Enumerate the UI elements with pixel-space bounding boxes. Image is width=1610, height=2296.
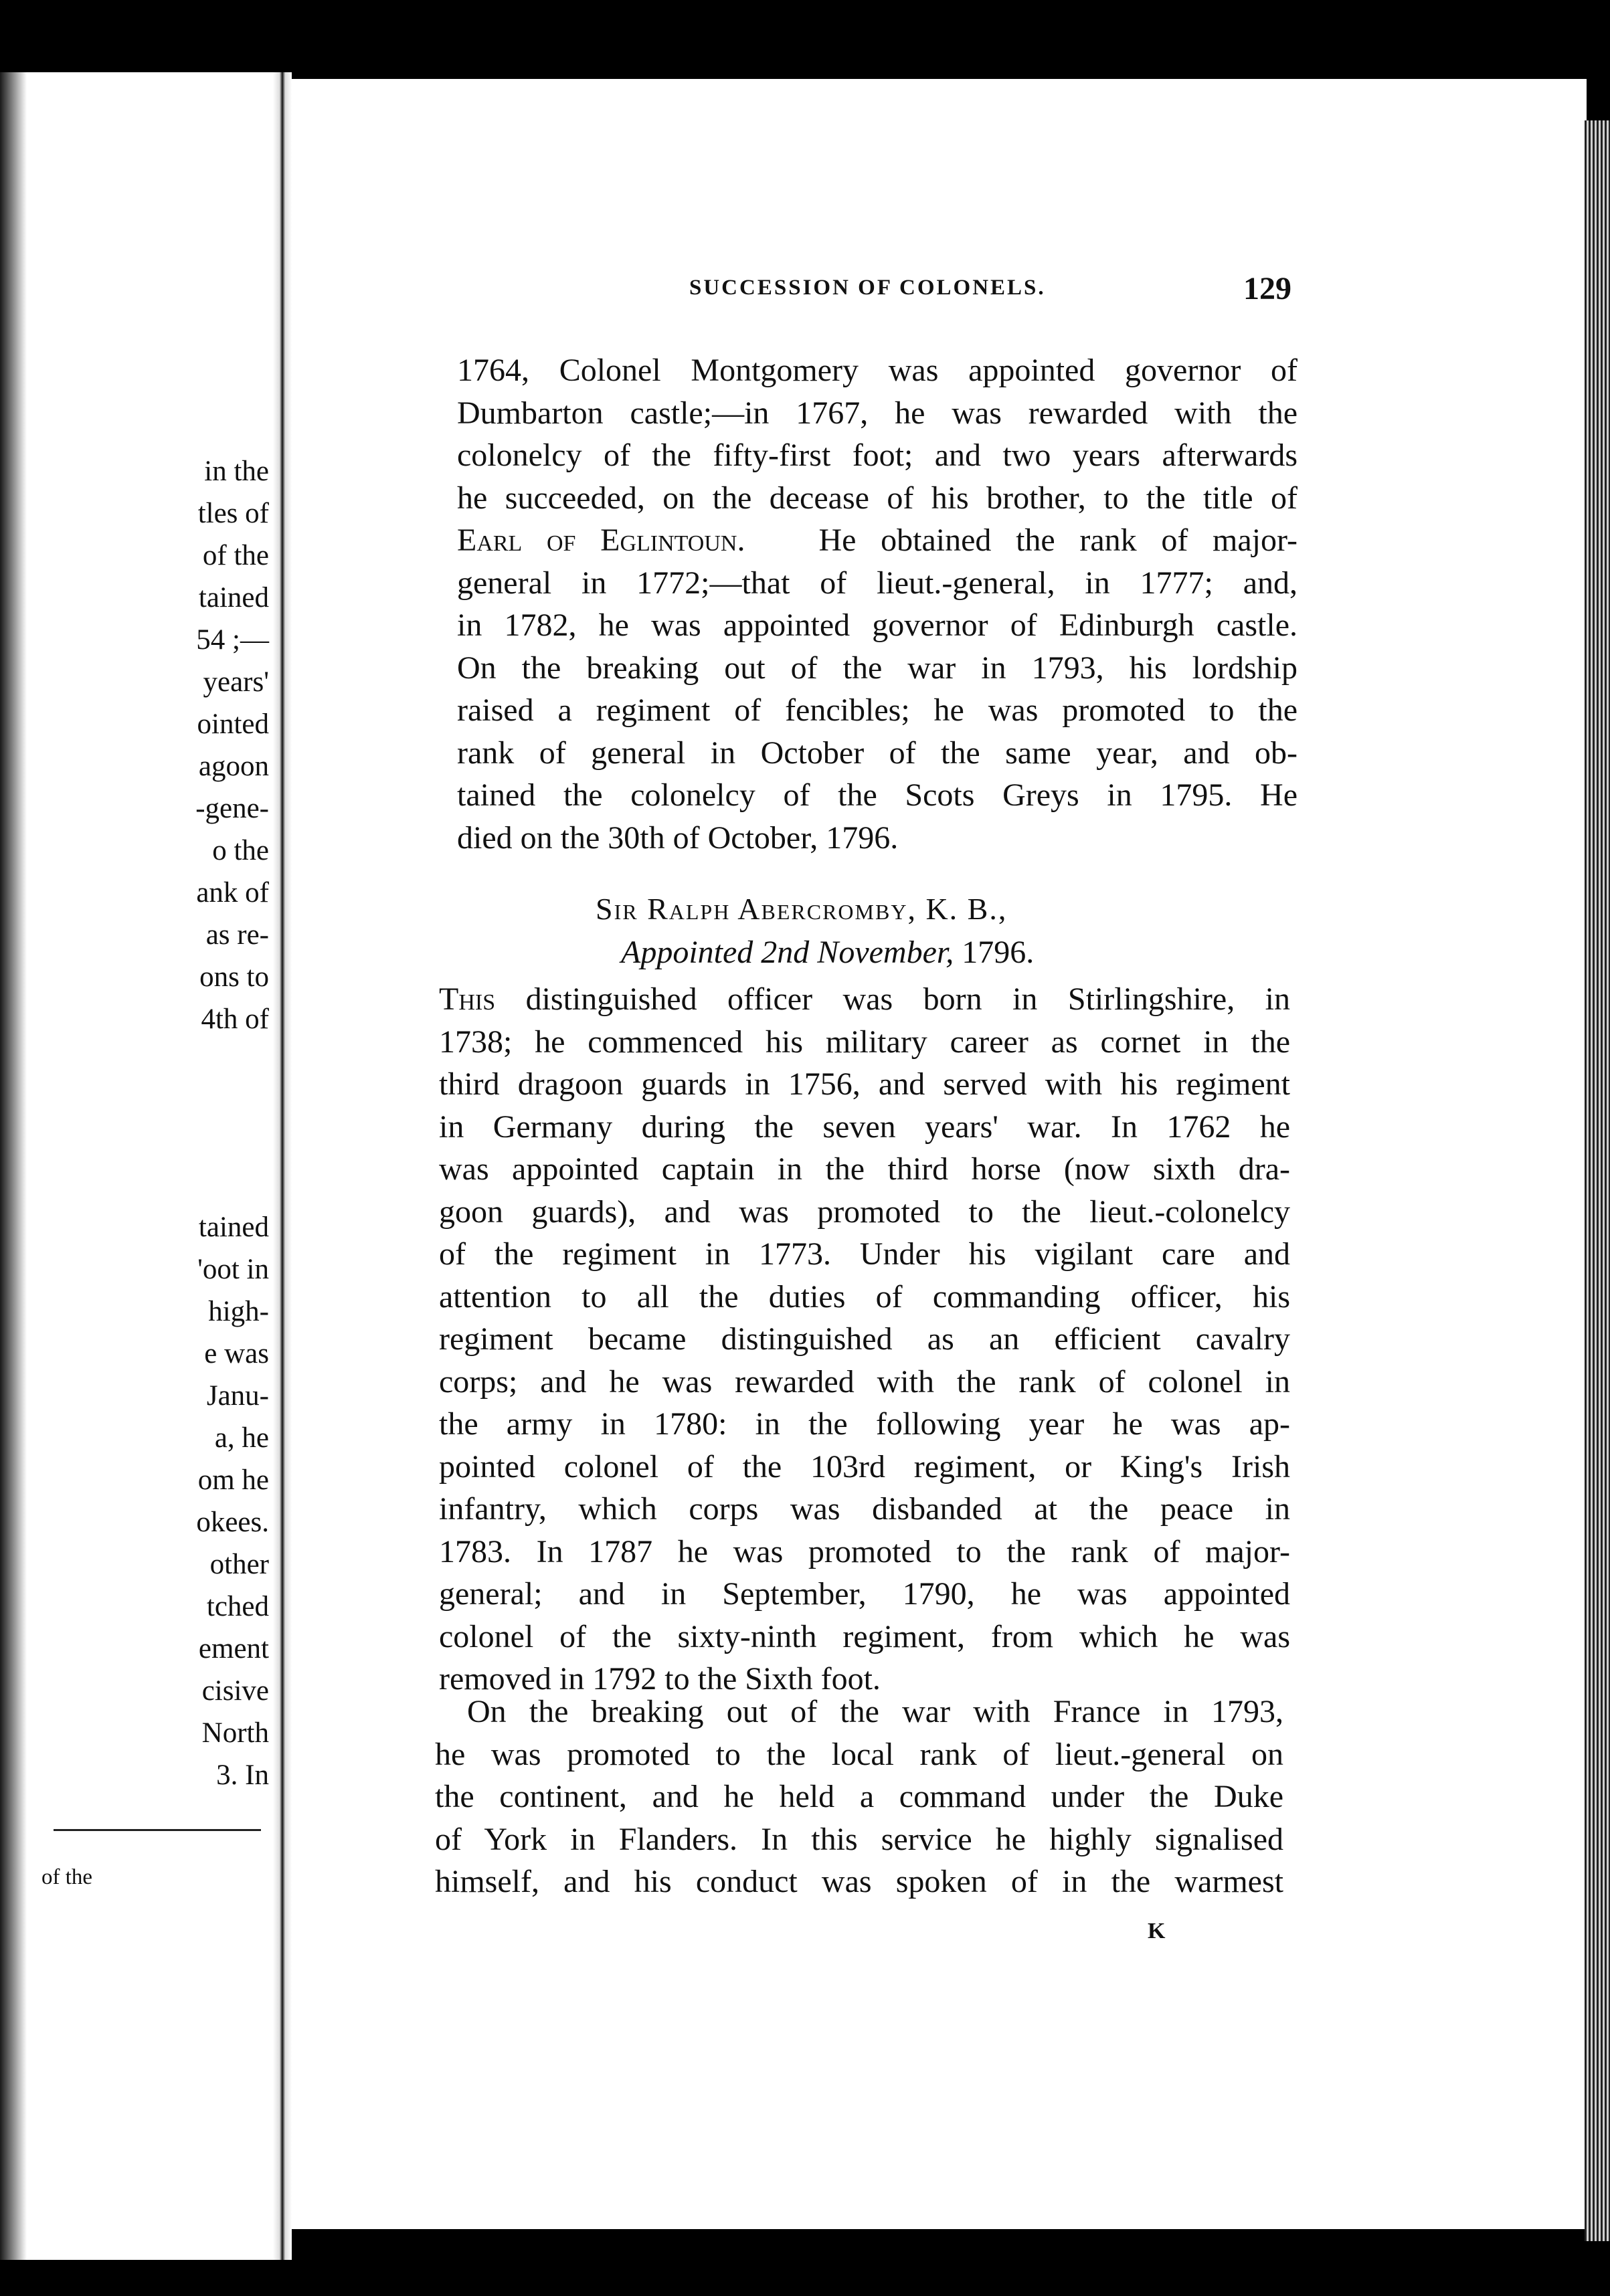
left-fragment: high-	[208, 1296, 269, 1327]
text-line: died on the 30th of October, 1796.	[457, 820, 899, 856]
left-fragment: as re-	[205, 919, 269, 951]
text-line: third dragoon guards in 1756, and served with his regiment	[439, 1066, 1290, 1102]
text-line: 1738; he commenced his military career as cornet in the	[439, 1024, 1290, 1060]
paragraph-3	[435, 1691, 1283, 1903]
left-fragment: -gene-	[195, 793, 269, 824]
left-fragment: a, he	[214, 1422, 269, 1454]
left-fragment: 54 ;—	[196, 624, 269, 656]
paragraph-1	[457, 349, 1298, 859]
title-eglintoun: Earl of Eglintoun.	[457, 522, 745, 558]
left-fragment: agoon	[198, 751, 269, 782]
section-heading-date	[621, 934, 1034, 971]
text-line: raised a regiment of fencibles; he was promoted to the	[457, 692, 1298, 728]
left-footnote: of the	[41, 1865, 93, 1889]
text-line: tained the colonelcy of the Scots Greys in 1795. He	[457, 777, 1298, 813]
page-edges	[1585, 120, 1610, 2241]
text-line: 1783. In 1787 he was promoted to the rank of major-	[439, 1533, 1290, 1569]
left-fragment: cisive	[201, 1675, 269, 1707]
running-head: SUCCESSION OF COLONELS.	[689, 276, 1046, 300]
left-fragment: tained	[198, 582, 269, 613]
book-gutter	[273, 72, 292, 2260]
left-fragment: om he	[197, 1464, 269, 1496]
text-line	[439, 978, 1290, 1021]
footnote-rule	[54, 1829, 261, 1831]
left-fragment: Janu-	[206, 1380, 269, 1412]
left-fragment: okees.	[196, 1507, 269, 1538]
left-fragment: ons to	[199, 961, 269, 993]
section-heading-name: Sir Ralph Abercromby, K. B.,	[596, 892, 1008, 926]
left-fragment: ointed	[197, 708, 269, 740]
left-fragment: o the	[212, 835, 269, 866]
left-fragment: 4th of	[201, 1003, 269, 1035]
text-line: general; and in September, 1790, he was appointed	[439, 1576, 1290, 1612]
signature-mark: K	[1148, 1919, 1166, 1943]
text-line	[457, 519, 1298, 562]
text-line: he succeeded, on the decease of his brother, to the title of	[457, 480, 1298, 516]
left-fragment: e was	[204, 1338, 269, 1369]
left-fragment: ement	[198, 1633, 269, 1664]
text-line: removed in 1792 to the Sixth foot.	[439, 1661, 881, 1697]
appointed-label: Appointed 2nd November,	[621, 935, 954, 970]
text-line: the army in 1780: in the following year he was ap-	[439, 1406, 1290, 1442]
text-line: infantry, which corps was disbanded at the peace in	[439, 1491, 1290, 1527]
text-line: was appointed captain in the third horse (now sixth dra-	[439, 1151, 1290, 1187]
left-fragment: other	[209, 1549, 269, 1580]
text-run: He obtained the rank of major-	[818, 522, 1298, 558]
text-line: of the regiment in 1773. Under his vigilant care and	[439, 1236, 1290, 1272]
paragraph-2	[439, 978, 1290, 1701]
text-line: attention to all the duties of commanding officer, his	[439, 1278, 1290, 1315]
text-run: distinguished officer was born in Stirlingshire, in	[525, 981, 1291, 1017]
left-fragment: tles of	[197, 498, 269, 529]
text-line: Dumbarton castle;—in 1767, he was rewarded with the	[457, 395, 1298, 431]
text-line: in 1782, he was appointed governor of Edinburgh castle.	[457, 607, 1298, 643]
left-page	[0, 72, 273, 2260]
left-page-shadow	[0, 72, 27, 2260]
page-number: 129	[1243, 271, 1291, 306]
left-fragment: ank of	[196, 877, 269, 908]
text-line: rank of general in October of the same year, and ob-	[457, 735, 1298, 771]
left-fragment: of the	[202, 540, 269, 571]
text-line: colonel of the sixty-ninth regiment, from which he was	[439, 1618, 1290, 1654]
text-line: pointed colonel of the 103rd regiment, or King's Irish	[439, 1448, 1290, 1485]
appointed-year: 1796.	[962, 935, 1035, 970]
drop-word: This	[439, 981, 496, 1017]
left-fragment: tained	[198, 1212, 269, 1243]
text-line: 1764, Colonel Montgomery was appointed governor of	[457, 353, 1298, 388]
text-line: On the breaking out of the war with France in 1793,	[467, 1694, 1283, 1729]
text-line: On the breaking out of the war in 1793, his lordship	[457, 650, 1298, 686]
text-line: he was promoted to the local rank of lieut.-general on	[435, 1736, 1283, 1772]
text-line: of York in Flanders. In this service he highly signalised	[435, 1821, 1283, 1857]
text-line: himself, and his conduct was spoken of in the warmest	[435, 1864, 1283, 1899]
text-line: the continent, and he held a command under the Duke	[435, 1779, 1283, 1814]
text-line: corps; and he was rewarded with the rank of colonel in	[439, 1363, 1290, 1400]
left-fragment: tched	[206, 1591, 269, 1622]
left-fragment: 'oot in	[197, 1254, 269, 1285]
text-line: regiment became distinguished as an efficient cavalry	[439, 1321, 1290, 1357]
text-line: in Germany during the seven years' war. In 1762 he	[439, 1109, 1290, 1145]
text-line: goon guards), and was promoted to the lieut.-colonelcy	[439, 1193, 1290, 1230]
left-fragment: North	[201, 1717, 269, 1749]
left-fragment: years'	[203, 666, 269, 698]
left-fragment: 3. In	[216, 1759, 269, 1791]
left-fragment: in the	[204, 456, 269, 487]
text-line: general in 1772;—that of lieut.-general, in 1777; and,	[457, 565, 1298, 601]
text-line: colonelcy of the fifty-first foot; and two years afterwards	[457, 438, 1298, 473]
